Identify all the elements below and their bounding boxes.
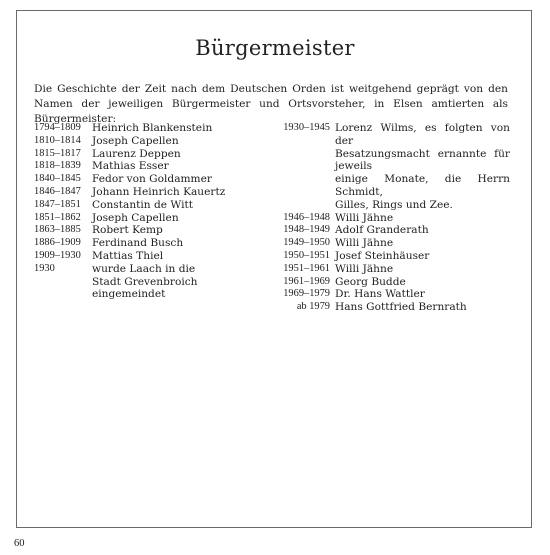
mayor-row	[34, 212, 272, 225]
term-years: 1794–1809	[34, 122, 81, 133]
mayor-row	[34, 224, 272, 237]
mayor-name: Willi Jähne	[335, 211, 394, 224]
term-years: 1951–1961	[283, 262, 330, 274]
term-years: 1949–1950	[283, 237, 330, 249]
mayor-list-left	[34, 122, 272, 301]
mayor-row	[276, 173, 510, 199]
mayor-row	[34, 173, 272, 186]
mayor-name: Ferdinand Busch	[92, 237, 184, 250]
mayor-row	[276, 122, 510, 148]
term-years: 1863–1885	[34, 224, 81, 236]
mayor-row	[34, 263, 272, 276]
term-years: 1851–1862	[34, 211, 81, 223]
mayor-name: wurde Laach in die	[92, 262, 196, 275]
mayor-list-right	[276, 122, 510, 314]
mayor-name: Johann Heinrich Kauertz	[92, 185, 226, 198]
term-years: 1847–1851	[34, 198, 81, 210]
mayor-name: Robert Kemp	[92, 224, 163, 237]
mayor-name: Besatzungsmacht ernannte für jeweils	[335, 147, 510, 173]
mayor-row	[276, 199, 510, 212]
mayor-name: einige Monate, die Herrn Schmidt,	[335, 173, 510, 198]
term-years: 1886–1909	[34, 237, 81, 249]
term-years: 1840–1845	[34, 173, 81, 185]
mayor-name: Dr. Hans Wattler	[335, 288, 425, 301]
mayor-row	[276, 288, 510, 301]
term-years: 1909–1930	[34, 249, 81, 261]
mayor-row	[276, 263, 510, 276]
mayor-row	[34, 250, 272, 263]
term-years: 1961–1969	[283, 275, 330, 287]
mayor-row	[34, 237, 272, 250]
mayor-row	[34, 199, 272, 212]
term-years	[276, 173, 335, 199]
mayor-name: Joseph Capellen	[92, 134, 179, 147]
mayor-name: Stadt Grevenbroich eingemeindet	[92, 275, 198, 301]
mayor-row	[34, 186, 272, 199]
mayor-name: Constantin de Witt	[92, 198, 193, 211]
mayor-row	[276, 301, 510, 314]
page-number: 60	[14, 538, 25, 549]
term-years: 1948–1949	[283, 224, 330, 236]
mayor-name: Willi Jähne	[335, 262, 394, 275]
mayor-name: Hans Gottfried Bernrath	[335, 301, 467, 314]
term-years: 1846–1847	[34, 185, 81, 197]
mayor-row	[34, 135, 272, 148]
mayor-name: Josef Steinhäuser	[335, 249, 430, 262]
mayor-name: Fedor von Goldammer	[92, 173, 212, 186]
mayor-name: Lorenz Wilms, es folgten von der	[335, 122, 510, 147]
mayor-row	[276, 237, 510, 250]
mayor-name: Gilles, Rings und Zee.	[335, 198, 453, 211]
term-years: 1969–1979	[283, 288, 330, 300]
mayor-row	[276, 224, 510, 237]
term-years: 1818–1839	[34, 160, 81, 172]
term-years: 1930	[34, 262, 55, 274]
mayor-row	[34, 122, 272, 135]
mayor-name: Joseph Capellen	[92, 211, 179, 224]
term-years	[34, 276, 92, 302]
term-years: 1950–1951	[283, 249, 330, 261]
term-years: ab 1979	[296, 301, 330, 313]
mayor-name: Laurenz Deppen	[92, 147, 181, 160]
term-years: 1810–1814	[34, 134, 81, 146]
mayor-name: Heinrich Blankenstein	[92, 122, 213, 134]
mayor-row	[34, 276, 272, 302]
mayor-row	[276, 212, 510, 225]
intro-paragraph: Die Geschichte der Zeit nach dem Deutschen Orden ist weitgehend geprägt von den Namen der jeweiligen Bürgermeister und Ortsvorsteher, in Elsen amtierten als Bürgermeister:	[34, 83, 508, 125]
term-years	[276, 148, 335, 174]
term-years: 1815–1817	[34, 147, 81, 159]
mayor-row	[34, 160, 272, 173]
mayor-row	[276, 250, 510, 263]
mayor-name: Georg Budde	[335, 275, 406, 288]
term-years	[276, 199, 335, 212]
term-years: 1930–1945	[283, 122, 330, 133]
mayor-name: Mathias Esser	[92, 160, 169, 173]
mayor-name: Willi Jähne	[335, 237, 394, 250]
mayor-row	[276, 148, 510, 174]
term-years: 1946–1948	[283, 211, 330, 223]
mayor-row	[276, 276, 510, 289]
mayor-name: Adolf Granderath	[335, 224, 429, 237]
mayor-row	[34, 148, 272, 161]
mayor-name: Mattias Thiel	[92, 249, 164, 262]
page-title: Bürgermeister	[195, 36, 355, 60]
